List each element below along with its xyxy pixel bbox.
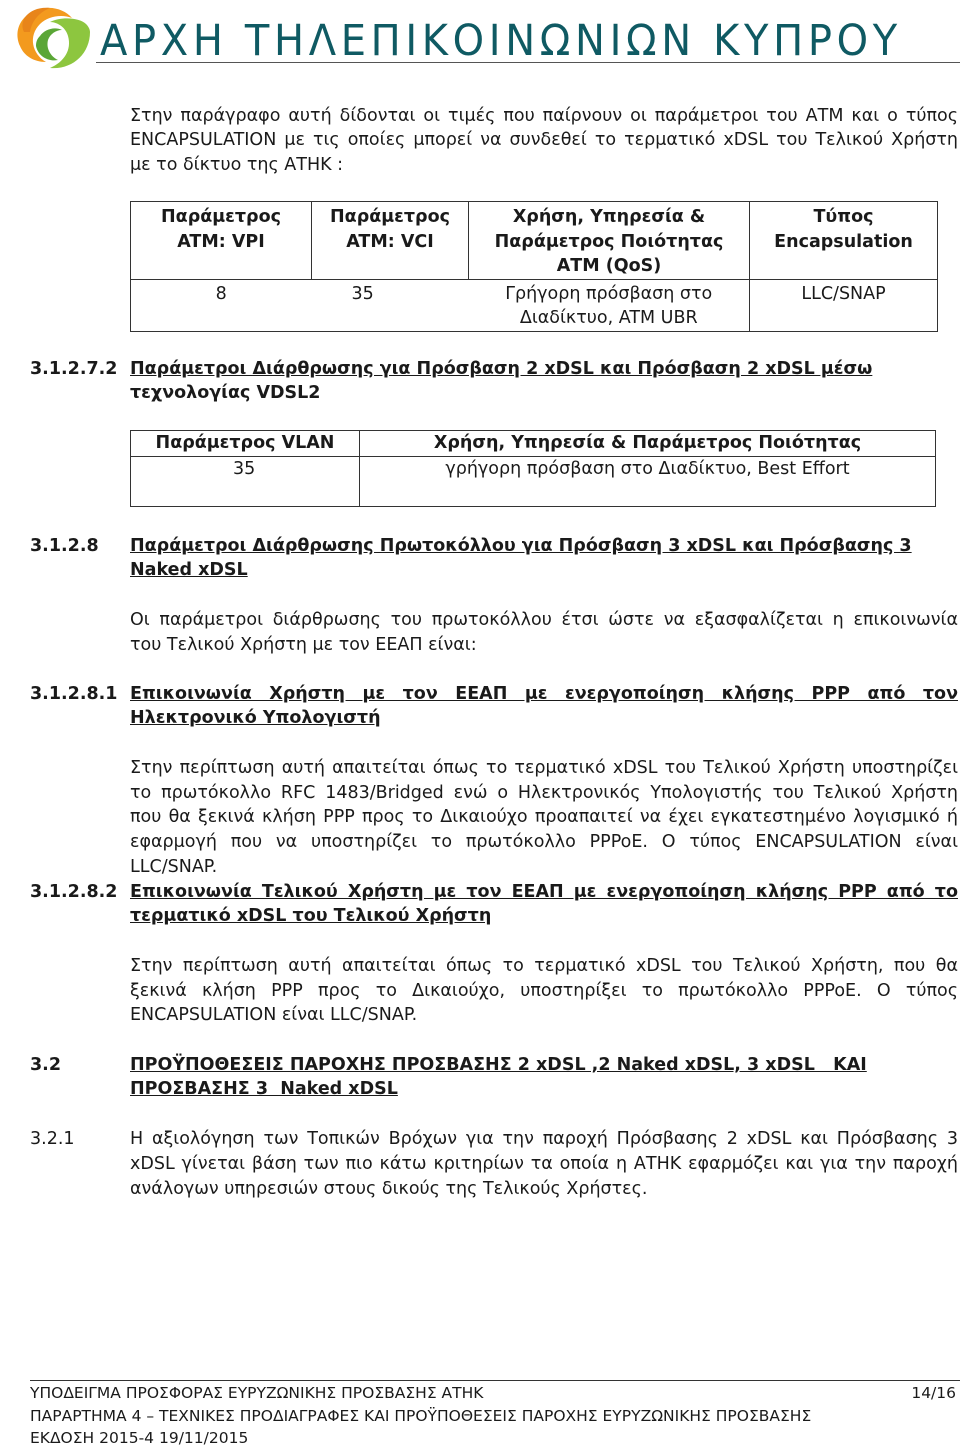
footer-divider: [30, 1380, 960, 1381]
footer-version: ΕΚΔΟΣΗ 2015-4 19/11/2015: [30, 1429, 249, 1447]
section-3-1-2-8-1-line-2: το πρωτόκολλο RFC 1483/Bridged ενώ ο Ηλεκτρονικός Υπολογιστής του Τελικού Χρήστη: [130, 783, 958, 803]
cell-vpi: 8: [131, 279, 312, 331]
section-3-2-1-line-3: ανάλογων υπηρεσιών στους δικούς της Τελικούς Χρήστες.: [130, 1179, 648, 1199]
section-number-3-1-2-8-2: 3.1.2.8.2: [30, 882, 118, 902]
section-number-3-2: 3.2: [30, 1055, 62, 1075]
section-title-3-1-2-8-2-cont: τερματικό xDSL του Τελικού Χρήστη: [130, 906, 492, 926]
section-number-3-2-1: 3.2.1: [30, 1129, 75, 1149]
intro-line-1: Στην παράγραφο αυτή δίδονται οι τιμές που παίρνουν οι παράμετροι του ΑΤΜ και ο τύπος: [130, 106, 958, 126]
section-3-1-2-8-1-line-4: εφαρμογή που να υποστηρίζει το πρωτόκολλο PPPoE. Ο τύπος ENCAPSULATION είναι: [130, 832, 958, 852]
header-encapsulation: Τύπος Encapsulation: [750, 202, 938, 280]
footer-annex: ΠΑΡΑΡΤΗΜΑ 4 – ΤΕΧΝΙΚΕΣ ΠΡΟΔΙΑΓΡΑΦΕΣ ΚΑΙ ΠΡΟΫΠΟΘΕΣΕΙΣ ΠΑΡΟΧΗΣ ΕΥΡΥΖΩΝΙΚΗΣ ΠΡΟΣΒΑΣΗΣ: [30, 1407, 812, 1425]
section-number-3-1-2-8: 3.1.2.8: [30, 536, 99, 556]
section-3-1-2-8-1-line-1: Στην περίπτωση αυτή απαιτείται όπως το τερματικό xDSL του Τελικού Χρήστη υποστηρίζει: [130, 758, 958, 778]
section-number-3-1-2-8-1: 3.1.2.8.1: [30, 684, 118, 704]
section-title-3-1-2-8: Παράμετροι Διάρθρωσης Πρωτοκόλλου για Πρόσβαση 3 xDSL και Πρόσβασης 3: [130, 536, 912, 556]
cell-vlan-usage: γρήγορη πρόσβαση στο Διαδίκτυο, Best Effort: [360, 457, 936, 507]
intro-line-3: με το δίκτυο της ΑΤΗΚ :: [130, 155, 344, 175]
section-3-2-1-line-1: Η αξιολόγηση των Τοπικών Βρόχων για την παροχή Πρόσβασης 2 xDSL και Πρόσβασης 3: [130, 1129, 958, 1149]
section-3-1-2-8-body-1: Οι παράμετροι διάρθρωσης του πρωτοκόλλου έτσι ώστε να εξασφαλίζεται η επικοινωνία: [130, 610, 958, 630]
section-title-3-1-2-8-2: Επικοινωνία Τελικού Χρήστη με τον ΕΕΑΠ με ενεργοποίηση κλήσης PPP από το: [130, 882, 958, 902]
header-divider: [96, 62, 960, 63]
atm-parameters-table: [130, 201, 938, 332]
section-title-3-1-2-8-cont: Naked xDSL: [130, 560, 248, 580]
section-3-1-2-8-2-line-2: ξεκινά κλήση PPP προς το Δικαιούχο, υποστηρίξει το πρωτόκολλο PPPoE. Ο τύπος: [130, 981, 958, 1001]
section-3-1-2-8-1-line-3: που θα ξεκινά κλήση PPP προς το Δικαιούχο προαπαιτεί να έχει εγκατεστημένο λογισμικό ή: [130, 807, 958, 827]
section-3-1-2-8-body-2: του Τελικού Χρήστη με τον ΕΕΑΠ είναι:: [130, 635, 477, 655]
cell-vlan: 35: [131, 457, 360, 507]
section-title-3-1-2-8-1: Επικοινωνία Χρήστη με τον ΕΕΑΠ με ενεργοποίηση κλήσης PPP από τον: [130, 684, 958, 704]
section-title-3-1-2-8-1-cont: Ηλεκτρονικό Υπολογιστή: [130, 708, 381, 728]
section-3-1-2-8-1-line-5: LLC/SNAP.: [130, 857, 218, 877]
section-3-1-2-8-2-line-1: Στην περίπτωση αυτή απαιτείται όπως το τερματικό xDSL του Τελικού Χρήστη, που θα: [130, 956, 958, 976]
section-3-1-2-8-2-line-3: ENCAPSULATION είναι LLC/SNAP.: [130, 1005, 418, 1025]
page-number: 14/16: [911, 1384, 956, 1402]
vlan-parameters-table: [130, 430, 936, 507]
section-number-3-1-2-7-2: 3.1.2.7.2: [30, 359, 118, 379]
section-title-3-1-2-7-2-cont: τεχνολογίας VDSL2: [130, 383, 321, 403]
cell-vci: 35: [312, 279, 469, 331]
intro-line-2: ENCAPSULATION με τις οποίες μπορεί να συνδεθεί το τερματικό xDSL του Τελικού Χρήστη: [130, 130, 958, 150]
section-title-3-1-2-7-2: Παράμετροι Διάρθρωσης για Πρόσβαση 2 xDSL και Πρόσβαση 2 xDSL μέσω: [130, 359, 873, 379]
header-vlan-usage: Χρήση, Υπηρεσία & Παράμετρος Ποιότητας: [360, 431, 936, 457]
header-vci: Παράμετρος ATM: VCI: [312, 202, 469, 280]
header-vpi: Παράμετρος ATM: VPI: [131, 202, 312, 280]
atk-logo-icon: [6, 2, 92, 74]
footer-title: ΥΠΟΔΕΙΓΜΑ ΠΡΟΣΦΟΡΑΣ ΕΥΡΥΖΩΝΙΚΗΣ ΠΡΟΣΒΑΣΗΣ ΑΤΗΚ: [30, 1384, 484, 1402]
section-title-3-2-cont: ΠΡΟΣΒΑΣΗΣ 3 Naked xDSL: [130, 1079, 398, 1099]
cell-encapsulation: LLC/SNAP: [750, 279, 938, 331]
header-vlan: Παράμετρος VLAN: [131, 431, 360, 457]
cell-usage: Γρήγορη πρόσβαση στο Διαδίκτυο, ATM UBR: [469, 279, 750, 331]
section-title-3-2: ΠΡΟΫΠΟΘΕΣΕΙΣ ΠΑΡΟΧΗΣ ΠΡΟΣΒΑΣΗΣ 2 xDSL ,2 Naked xDSL, 3 xDSL ΚΑΙ: [130, 1055, 867, 1075]
section-3-2-1-line-2: xDSL γίνεται βάση των πιο κάτω κριτηρίων τα οποία η ΑΤΗΚ εφαρμόζει και για την παροχή: [130, 1154, 958, 1174]
organization-name: ΑΡΧΗ ΤΗΛΕΠΙΚΟΙΝΩΝΙΩΝ ΚΥΠΡΟΥ: [100, 16, 902, 66]
header-usage-qos: Χρήση, Υπηρεσία & Παράμετρος Ποιότητας ΑΤΜ (QoS): [469, 202, 750, 280]
